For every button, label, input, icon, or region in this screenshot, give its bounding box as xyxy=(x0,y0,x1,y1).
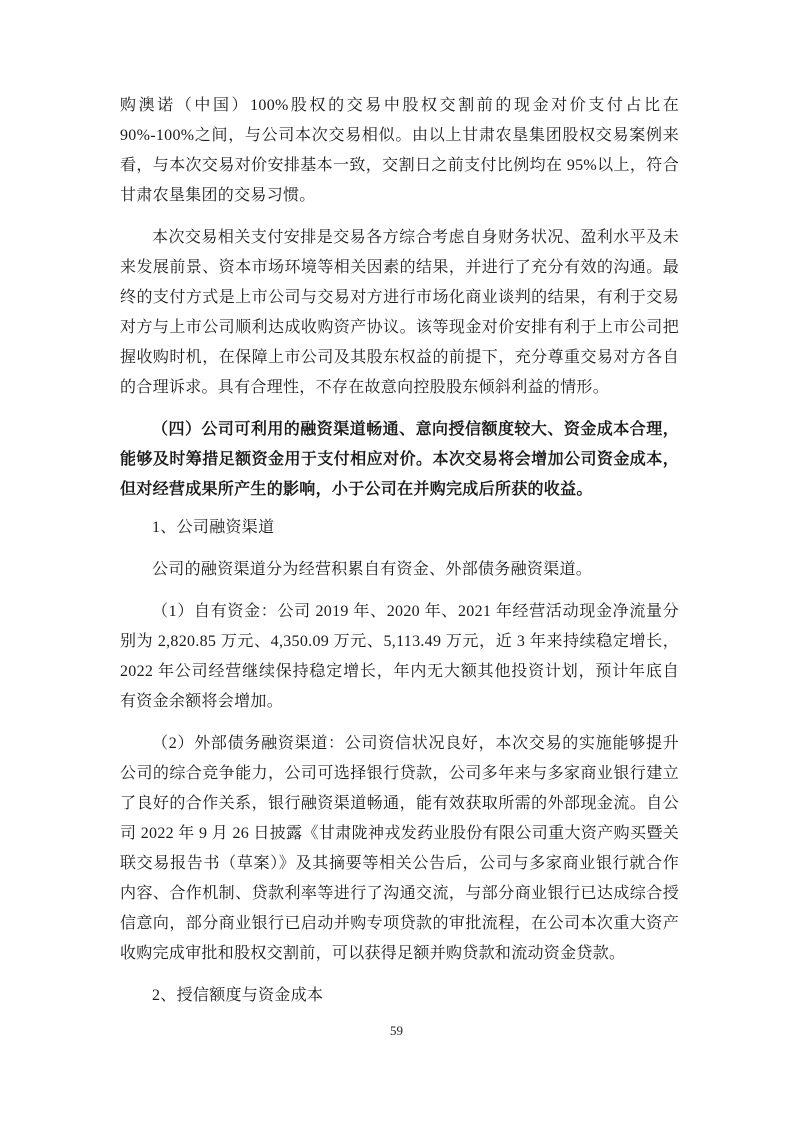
page-number: 59 xyxy=(390,1023,403,1038)
sub-heading-1-company-financing-channels: 1、公司融资渠道 xyxy=(152,519,275,536)
section-heading-4-financing-channels: （四）公司可利用的融资渠道畅通、意向授信额度较大、资金成本合理，能够及时筹措足额资金用于支付相应对价。本次交易将会增加公司资金成本，但对经营成果所产生的影响，小于公司在并购完成后所获的收益。 xyxy=(120,421,679,498)
sub-heading-2-credit-line-and-capital-cost: 2、授信额度与资金成本 xyxy=(152,987,324,1004)
paragraph-own-funds: （1）自有资金：公司 2019 年、2020 年、2021 年经营活动现金净流量分别为 2,820.85 万元、4,350.09 万元、5,113.49 万元，近 3 年来持续稳定增长，2022 年公司经营继续保持稳定增长，年内无大额其他投资计划，预计年底自有资金余额将会增加。 xyxy=(120,603,679,710)
paragraph-financing-channel-types: 公司的融资渠道分为经营积累自有资金、外部债务融资渠道。 xyxy=(152,561,593,578)
paragraph-payment-arrangement-rationale: 本次交易相关支付安排是交易各方综合考虑自身财务状况、盈利水平及未来发展前景、资本市场环境等相关因素的结果，并进行了充分有效的沟通。最终的支付方式是上市公司与交易对方进行市场化商业谈判的结果，有利于交易对方与上市公司顺利达成收购资产协议。该等现金对价安排有利于上市公司把握收购时机，在保障上市公司及其股东权益的前提下，充分尊重交易对方各自的合理诉求。具有合理性，不存在故意向控股股东倾斜利益的情形。 xyxy=(120,229,679,396)
paragraph-continued-payment-ratio: 购澳诺（中国）100%股权的交易中股权交割前的现金对价支付占比在 90%-100%之间，与公司本次交易相似。由以上甘肃农垦集团股权交易案例来看，与本次交易对价安排基本一致，交割日之前支付比例均在 95%以上，符合甘肃农垦集团的交易习惯。 xyxy=(120,97,679,204)
page-body xyxy=(120,91,679,1023)
paragraph-external-debt-financing: （2）外部债务融资渠道：公司资信状况良好，本次交易的实施能够提升公司的综合竞争能力，公司可选择银行贷款，公司多年来与多家商业银行建立了良好的合作关系，银行融资渠道畅通，能有效获取所需的外部现金流。自公司 2022 年 9 月 26 日披露《甘肃陇神戎发药业股份有限公司重大资产购买暨关联交易报告书（草案）》及其摘要等相关公告后，公司与多家商业银行就合作内容、合作机制、贷款利率等进行了沟通交流，与部分商业银行已达成综合授信意向，部分商业银行已启动并购专项贷款的审批流程，在公司本次重大资产收购完成审批和股权交割前，可以获得足额并购贷款和流动资金贷款。 xyxy=(120,735,679,962)
